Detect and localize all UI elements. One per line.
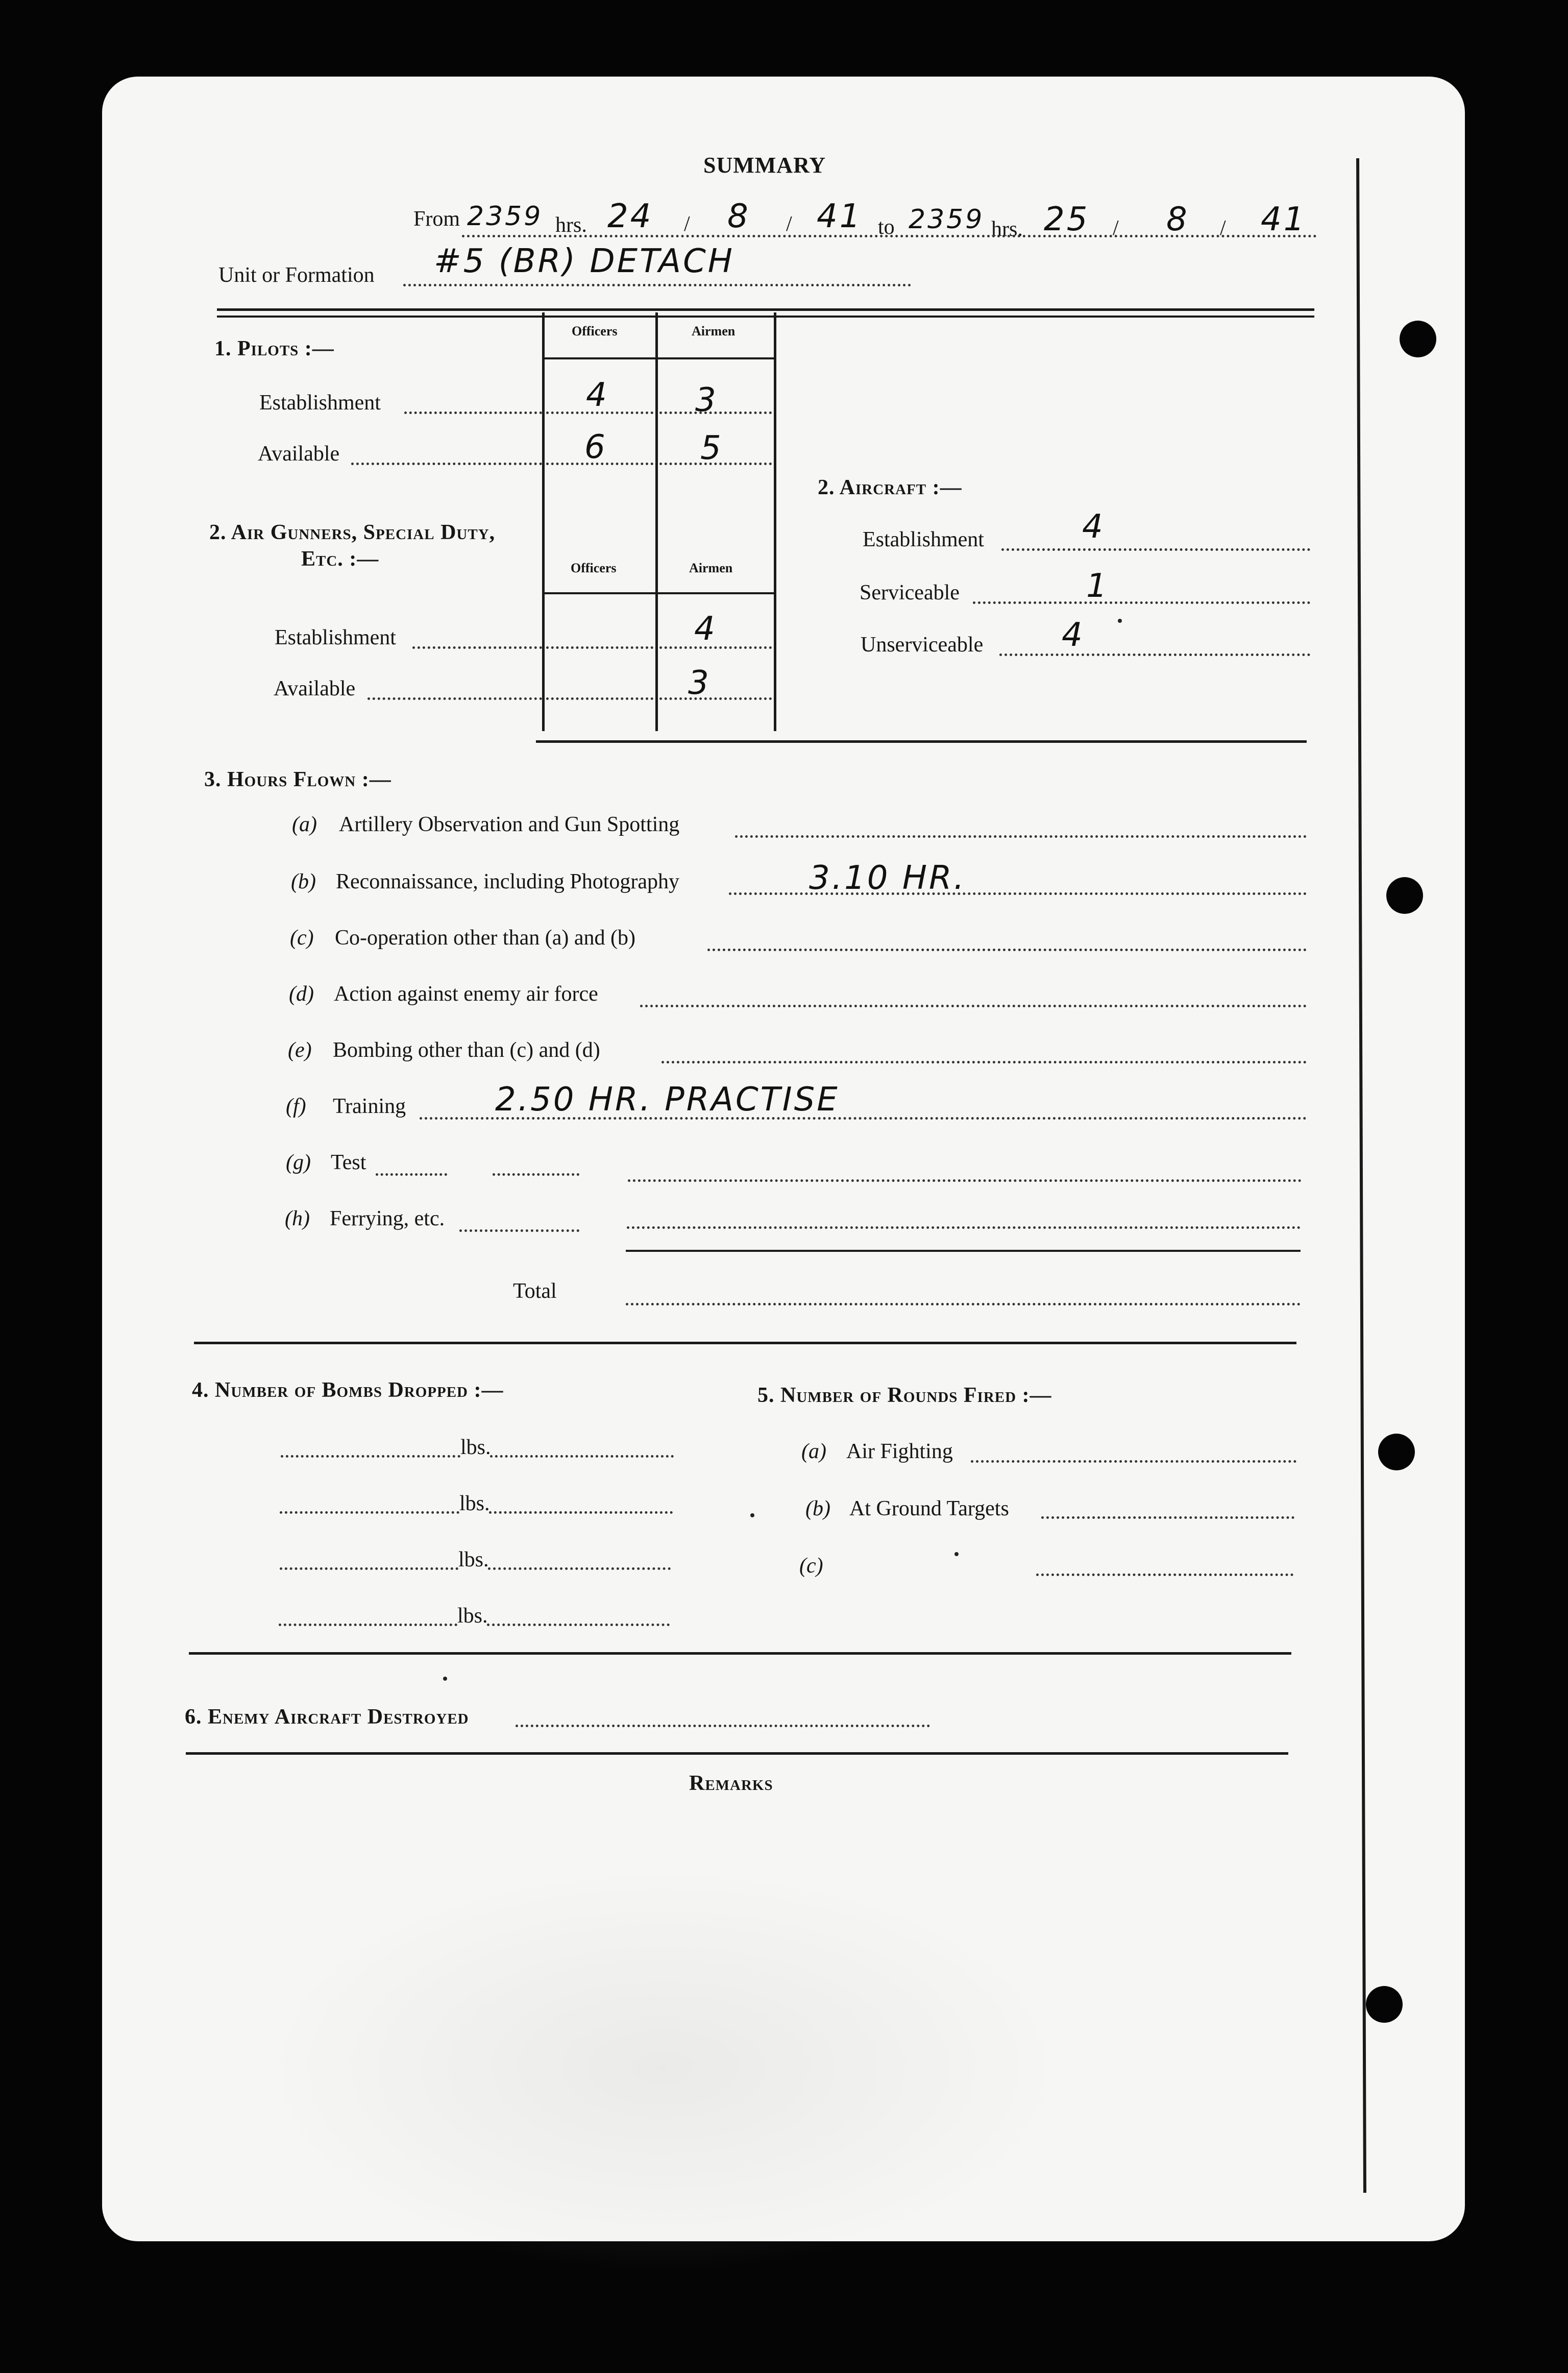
binder-hole [1366,1986,1403,2023]
pilots-available-airmen: 5 [700,429,723,467]
table-rule [655,312,658,731]
to-month: 8 [1166,201,1189,238]
section-rule [189,1652,1291,1655]
from-hrs-label: hrs. [555,213,587,237]
bombs-unit: lbs. [459,1492,490,1515]
summary-title: SUMMARY [703,153,826,178]
hours-heading: 3. Hours Flown :— [204,768,391,791]
from-day: 24 [607,198,653,235]
hours-item-value: 3.10 HR. [809,859,966,897]
hours-item-label: Action against enemy air force [334,982,598,1006]
section-rule [194,1342,1296,1344]
table-rule [774,312,776,731]
air-gunners-heading-1: 2. Air Gunners, Special Duty, [209,521,496,544]
from-time: 2359 [467,201,543,232]
double-rule [217,316,1314,318]
hours-item-key: (b) [291,870,316,893]
bombs-line [280,1511,459,1514]
gunners-establishment-airmen: 4 [694,610,717,648]
hours-item-key: (h) [285,1207,310,1230]
hours-item-key: (g) [286,1151,311,1174]
section-rule [536,740,1307,743]
from-month: 8 [727,198,750,235]
gunners-available-line [659,697,772,700]
hours-item-label: Ferrying, etc. [330,1207,445,1230]
from-line [462,235,1317,237]
pilots-establishment-airmen: 3 [695,381,718,419]
hours-item-key: (a) [292,813,317,836]
rounds-item-line [1036,1573,1293,1576]
hours-item-label: Test [331,1151,366,1174]
unit-label: Unit or Formation [218,263,375,287]
ink-speck [954,1552,959,1556]
from-year: 41 [817,198,863,235]
to-day: 25 [1044,201,1090,238]
gunners-available-label: Available [274,677,356,700]
to-year: 41 [1261,201,1307,238]
binder-hole [1378,1434,1415,1470]
hours-item-line [627,1226,1301,1229]
from-label: From [413,207,460,231]
bombs-line [280,1567,458,1570]
hours-item-key: (e) [288,1038,312,1062]
gunners-available-airmen: 3 [688,664,711,702]
rounds-item-key: (c) [799,1554,823,1578]
col-airmen-2: Airmen [689,561,733,575]
air-gunners-heading-2: Etc. :— [301,547,379,571]
hours-item-line [376,1173,447,1176]
remarks-title: Remarks [689,1772,773,1795]
to-time: 2359 [909,204,985,235]
binder-hole [1386,877,1423,914]
date-sep: / [1220,216,1226,240]
date-sep: / [1113,216,1119,240]
gunners-establishment-line [546,646,653,649]
col-officers: Officers [572,324,618,338]
aircraft-heading: 2. Aircraft :— [818,476,962,499]
hours-item-label: Artillery Observation and Gun Spotting [339,813,680,836]
hours-item-label: Reconnaissance, including Photography [336,870,680,893]
table-rule [542,592,775,594]
unit-line [403,284,911,286]
gunners-available-line [368,697,542,700]
pilots-establishment-label: Establishment [259,391,381,415]
bombs-line [490,1455,674,1458]
hours-item-label: Co-operation other than (a) and (b) [335,926,635,950]
aircraft-unserviceable-value: 4 [1062,616,1085,654]
hours-item-label: Training [333,1095,406,1118]
total-rule [626,1250,1301,1252]
pilots-heading: 1. Pilots :— [214,337,334,360]
total-line [626,1303,1301,1305]
hours-item-line [493,1173,579,1176]
hours-item-value: 2.50 HR. PRACTISE [495,1081,840,1119]
aircraft-unserviceable-line [999,653,1310,656]
ink-speck [1118,619,1122,623]
aircraft-establishment-line [1001,548,1310,551]
pilots-available-officers: 6 [584,428,607,466]
col-airmen: Airmen [692,324,736,338]
bombs-line [279,1624,457,1626]
gunners-establishment-line [412,646,542,649]
enemy-line [516,1725,930,1727]
aircraft-unserviceable-label: Unserviceable [861,633,984,657]
hours-item-key: (c) [290,926,314,950]
table-rule [542,357,775,359]
aircraft-serviceable-value: 1 [1086,567,1109,605]
double-rule [217,308,1314,311]
pilots-establishment-line [404,411,542,414]
bombs-unit: lbs. [457,1604,488,1628]
hours-item-line [662,1061,1307,1063]
rounds-heading: 5. Number of Rounds Fired :— [757,1384,1052,1407]
to-hrs-label: hrs. [991,217,1023,241]
aircraft-serviceable-line [973,601,1310,604]
rounds-item-key: (b) [805,1497,830,1520]
paper-shade [255,1863,1072,2272]
date-sep: / [786,212,792,236]
gunners-available-line [546,697,653,700]
pilots-available-line [351,463,542,465]
rounds-item-line [971,1460,1296,1463]
rounds-item-key: (a) [801,1440,826,1463]
total-label: Total [513,1279,557,1303]
rounds-item-label: At Ground Targets [849,1497,1009,1520]
col-officers-2: Officers [571,561,617,575]
bombs-line [488,1567,671,1570]
bombs-heading: 4. Number of Bombs Dropped :— [192,1378,504,1402]
bombs-line [281,1455,460,1458]
ink-speck [750,1513,754,1517]
hours-item-label: Bombing other than (c) and (d) [333,1038,600,1062]
bombs-unit: lbs. [458,1548,489,1571]
unit-value: #5 (BR) DETACH [434,243,734,280]
bombs-unit: lbs. [460,1436,491,1459]
date-sep: / [684,212,690,236]
ink-speck [443,1677,447,1681]
rounds-item-label: Air Fighting [846,1440,953,1463]
hours-item-key: (d) [289,982,314,1006]
bombs-line [487,1624,670,1626]
hours-item-line [735,835,1307,838]
to-label: to [878,215,895,239]
table-rule [542,312,545,731]
aircraft-serviceable-label: Serviceable [860,581,960,604]
aircraft-establishment-value: 4 [1082,508,1105,546]
hours-item-line [707,949,1307,951]
hours-item-key: (f) [286,1095,306,1118]
enemy-label: 6. Enemy Aircraft Destroyed [185,1705,469,1729]
hours-item-line [459,1229,579,1232]
hours-item-line [640,1005,1307,1007]
binder-hole [1400,321,1436,357]
section-rule [186,1752,1288,1755]
pilots-available-label: Available [258,442,340,466]
rounds-item-line [1041,1516,1294,1519]
pilots-establishment-officers: 4 [586,376,609,414]
bombs-line [489,1511,673,1514]
aircraft-establishment-label: Establishment [863,528,984,551]
gunners-establishment-label: Establishment [275,626,396,649]
hours-item-line [628,1179,1302,1182]
